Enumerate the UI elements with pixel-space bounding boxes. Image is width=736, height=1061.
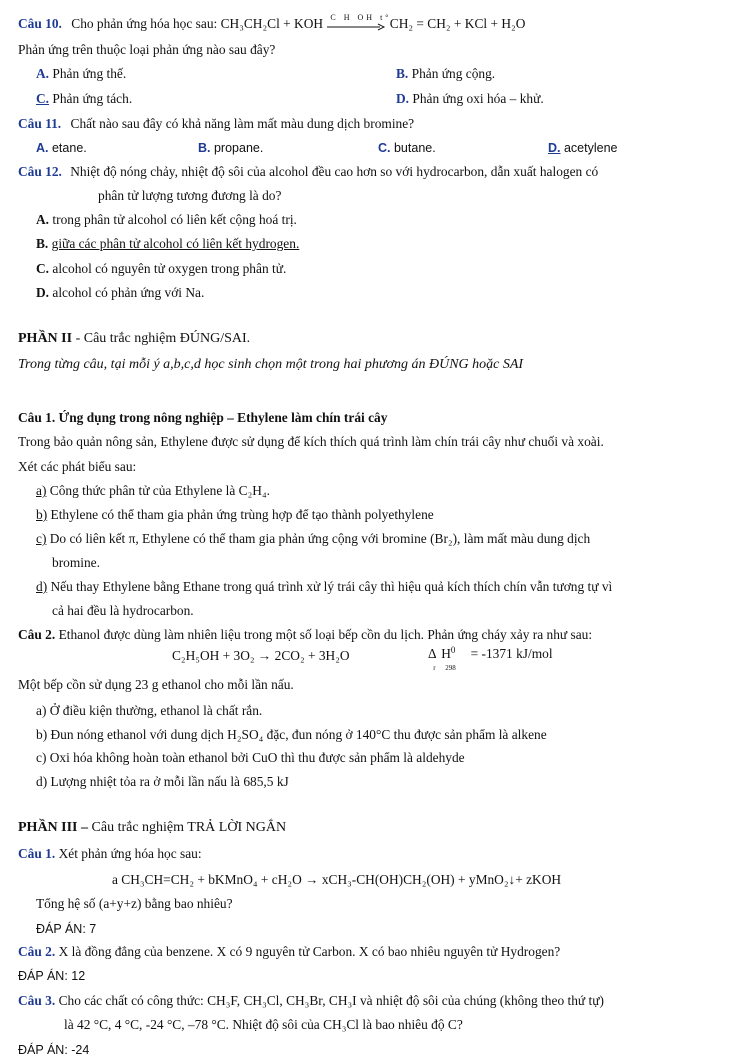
part2-c2-context: Một bếp cồn sử dụng 23 g ethanol cho mỗi lần nấu. xyxy=(18,677,294,692)
part2-c1-statement-c-cont: bromine. xyxy=(52,555,100,570)
part2-c2-stem-text: Ethanol được dùng làm nhiên liệu trong một số loại bếp cồn du lịch. Phản ứng cháy xảy ra như sau: xyxy=(58,627,593,642)
statement-text: Do có liên kết π, Ethylene có thể tham gia phản ứng cộng với bromine (Br₂), làm mất màu dung dịch xyxy=(49,531,591,546)
part2-c1-prompt: Xét các phát biểu sau: xyxy=(18,459,137,474)
part3-c2-stem-text: X là đồng đẳng của benzene. X có 9 nguyên tử Carbon. X có bao nhiêu nguyên tử Hydrogen? xyxy=(58,944,561,959)
enthalpy-value: = -1371 kJ/mol xyxy=(470,646,553,661)
q12-option-a[interactable] xyxy=(36,212,297,228)
part2-title xyxy=(18,331,250,347)
part2-c2-enthalpy xyxy=(428,645,553,672)
part2-c2-number: Câu 2. xyxy=(18,627,56,642)
part3-c3-stem-cont: là 42 °C, 4 °C, -24 °C, –78 °C. Nhiệt độ sôi của CH₃Cl là bao nhiêu độ C? xyxy=(64,1017,463,1032)
part3-c3-number: Câu 3. xyxy=(18,993,56,1008)
reaction-arrow-icon xyxy=(326,12,392,31)
option-text: giữa các phân tử alcohol có liên kết hydrogen. xyxy=(51,236,300,251)
q10-question: Phản ứng trên thuộc loại phản ứng nào sau đây? xyxy=(18,42,276,57)
enthalpy-sub-r: r xyxy=(433,664,436,672)
part2-c2-stem xyxy=(18,627,592,643)
option-text: butane. xyxy=(393,141,436,155)
option-letter: D. xyxy=(36,285,50,300)
q12-stem-cont: phân tử lượng tương đương là do? xyxy=(98,188,282,203)
part2-c1-statement-c xyxy=(36,531,590,547)
part2-c1-statement-d xyxy=(36,579,612,595)
part2-c1-statement-b xyxy=(36,507,434,523)
part2-title-bold: PHẦN II xyxy=(18,331,73,346)
part3-c1-number: Câu 1. xyxy=(18,846,56,861)
q10-eq-left: CH₃CH₂Cl + KOH xyxy=(220,16,324,31)
statement-label: a) xyxy=(36,483,47,498)
q12-option-d[interactable] xyxy=(36,285,204,301)
q11-stem-line xyxy=(18,116,414,132)
statement-text: Nếu thay Ethylene bằng Ethane trong quá trình xử lý trái cây thì hiệu quả kích thích chín vẫn tương tự vì xyxy=(50,579,613,594)
statement-label: d) xyxy=(36,579,48,594)
option-text: alcohol có nguyên tử oxygen trong phân tử. xyxy=(52,261,287,276)
part2-c2-equation: C₂H₅OH + 3O₂ → 2CO₂ + 3H₂O xyxy=(172,648,350,663)
part3-title-rest: Câu trắc nghiệm TRẢ LỜI NGẮN xyxy=(88,820,287,835)
enthalpy-h: H xyxy=(441,646,451,661)
enthalpy-sub-298: 298 xyxy=(445,664,456,672)
part3-c3-answer: ĐÁP ÁN: -24 xyxy=(18,1043,90,1057)
option-letter: B. xyxy=(198,141,211,155)
option-text: Phản ứng cộng. xyxy=(411,66,496,81)
q11-option-b[interactable] xyxy=(198,140,263,156)
option-letter: D. xyxy=(396,91,410,106)
part2-c1-statement-d-cont: cả hai đều là hydrocarbon. xyxy=(52,603,194,618)
q12-option-b[interactable] xyxy=(36,236,299,252)
q10-arrow-label: C H OH t° xyxy=(330,12,392,22)
statement-text: Ethylene có thể tham gia phản ứng trùng hợp để tạo thành polyethylene xyxy=(50,507,434,522)
part3-c2-answer: ĐÁP ÁN: 12 xyxy=(18,969,86,983)
q11-option-a[interactable] xyxy=(36,140,87,156)
part2-c2-statement-d: d) Lượng nhiệt tỏa ra ở mỗi lần nấu là 685,5 kJ xyxy=(36,774,289,789)
part2-c2-statement-c: c) Oxi hóa không hoàn toàn ethanol bởi CuO thì thu được sản phẩm là aldehyde xyxy=(36,750,465,765)
q10-option-c[interactable] xyxy=(36,91,132,107)
option-letter: D. xyxy=(548,141,561,155)
q12-stem: Nhiệt độ nóng chảy, nhiệt độ sôi của alcohol đều cao hơn so với hydrocarbon, dẫn xuất halogen có xyxy=(70,164,599,179)
part3-c1-stem xyxy=(18,846,202,862)
part3-title xyxy=(18,820,286,836)
q12-stem-line xyxy=(18,164,598,180)
enthalpy-sup: 0 xyxy=(450,645,456,655)
option-letter: C. xyxy=(36,261,50,276)
option-text: Phản ứng oxi hóa – khử. xyxy=(412,91,544,106)
q10-option-b[interactable] xyxy=(396,66,495,82)
part3-c1-equation: a CH₃CH=CH₂ + bKMnO₄ + cH₂O → xCH₃-CH(OH)CH₂(OH) + yMnO₂↓+ zKOH xyxy=(112,872,562,887)
option-letter: A. xyxy=(36,66,50,81)
option-text: acetylene xyxy=(563,141,618,155)
option-text: etane. xyxy=(51,141,87,155)
q12-number: Câu 12. xyxy=(18,164,62,179)
q10-eq-right: CH₂ = CH₂ + KCl + H₂O xyxy=(389,16,526,31)
part2-c2-statement-a: a) Ở điều kiện thường, ethanol là chất rắn. xyxy=(36,703,263,718)
part2-c1-title: Câu 1. Ứng dụng trong nông nghiệp – Ethylene làm chín trái cây xyxy=(18,410,388,425)
part2-c1-intro: Trong bảo quản nông sản, Ethylene được sử dụng để kích thích quá trình làm chín trái cây như chuối và xoài. xyxy=(18,434,604,449)
option-text: trong phân tử alcohol có liên kết cộng hoá trị. xyxy=(52,212,297,227)
statement-label: c) xyxy=(36,531,47,546)
option-letter: B. xyxy=(396,66,409,81)
part3-title-bold: PHẦN III – xyxy=(18,820,89,835)
option-text: Phản ứng tách. xyxy=(52,91,133,106)
q11-option-d[interactable] xyxy=(548,140,618,156)
q10-option-d[interactable] xyxy=(396,91,544,107)
part3-c3-stem-text: Cho các chất có công thức: CH₃F, CH₃Cl, CH₃Br, CH₃I và nhiệt độ sôi của chúng (không theo thứ tự) xyxy=(58,993,604,1008)
q11-option-c[interactable] xyxy=(378,140,436,156)
part3-c1-answer: ĐÁP ÁN: 7 xyxy=(36,922,97,936)
statement-text: Công thức phân tử của Ethylene là C₂H₄. xyxy=(49,483,270,498)
q11-stem: Chất nào sau đây có khả năng làm mất màu dung dịch bromine? xyxy=(70,116,415,131)
option-text: Phản ứng thế. xyxy=(52,66,127,81)
q10-stem-line xyxy=(18,12,526,32)
part2-c2-statement-b: b) Đun nóng ethanol với dung dịch H₂SO₄ đặc, đun nóng ở 140°C thu được sản phẩm là alkene xyxy=(36,727,547,742)
q12-option-c[interactable] xyxy=(36,261,286,277)
part2-instruction: Trong từng câu, tại mỗi ý a,b,c,d học sinh chọn một trong hai phương án ĐÚNG hoặc SAI xyxy=(18,357,524,372)
statement-label: b) xyxy=(36,507,48,522)
part2-title-rest: - Câu trắc nghiệm ĐÚNG/SAI. xyxy=(72,331,251,346)
q10-number: Câu 10. xyxy=(18,16,62,31)
q10-option-a[interactable] xyxy=(36,66,126,82)
q11-number: Câu 11. xyxy=(18,116,62,131)
option-text: alcohol có phản ứng với Na. xyxy=(52,285,205,300)
option-letter: C. xyxy=(378,141,391,155)
option-letter: B. xyxy=(36,236,49,251)
delta-symbol: Δ xyxy=(428,646,436,661)
part3-c2-stem xyxy=(18,944,560,960)
part3-c1-question: Tổng hệ số (a+y+z) bằng bao nhiêu? xyxy=(36,896,233,911)
option-text: propane. xyxy=(213,141,264,155)
part3-c3-stem xyxy=(18,993,604,1009)
option-letter: A. xyxy=(36,212,50,227)
part2-c1-statement-a xyxy=(36,483,270,499)
q10-stem: Cho phản ứng hóa học sau: xyxy=(71,16,221,31)
option-letter: C. xyxy=(36,91,50,106)
option-letter: A. xyxy=(36,141,49,155)
part3-c1-stem-text: Xét phản ứng hóa học sau: xyxy=(58,846,202,861)
part3-c2-number: Câu 2. xyxy=(18,944,56,959)
